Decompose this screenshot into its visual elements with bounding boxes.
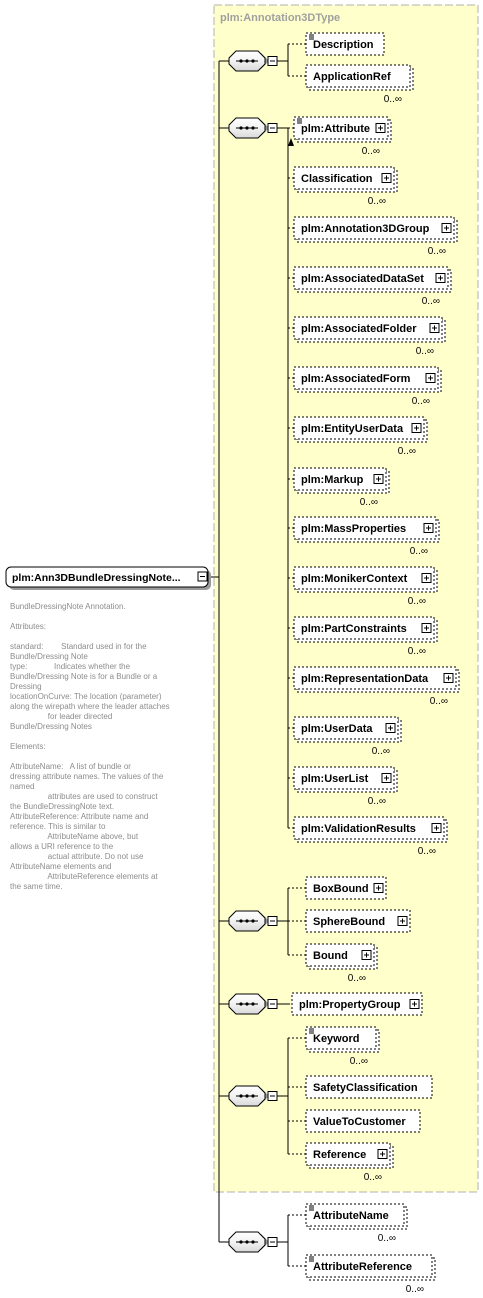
sequence-dot [239,919,242,922]
occurrence-label: 0..∞ [363,1172,382,1183]
element-label: plm:Attribute [301,123,371,135]
documentation-line: along the wirepath where the leader attaches [10,702,170,711]
sequence-dot [245,1002,248,1005]
documentation-line [10,732,170,742]
occurrence-label: 0..∞ [361,146,380,157]
occurrence-label: 0..∞ [427,246,446,257]
element-label: plm:PropertyGroup [299,999,401,1011]
occurrence-label: 0..∞ [407,646,426,657]
documentation-line: the same time. [10,882,63,891]
element-label: plm:RepresentationData [301,673,429,685]
sequence-dot [245,919,248,922]
documentation-line: AttributeReference: Attribute name and [10,812,149,821]
element-label: Classification [301,173,373,185]
documentation-line: Elements: [10,742,46,751]
element-label: plm:UserList [301,773,369,785]
documentation-line: dressing attribute names. The values of the [10,772,164,781]
element-label: plm:PartConstraints [301,623,407,635]
root-collapse-icon[interactable] [198,572,207,581]
occurrence-label: 0..∞ [421,296,440,307]
sequence-dot [251,1240,254,1243]
documentation-line: AttributeReference elements at [10,872,158,881]
element-label: plm:MassProperties [301,523,407,535]
element-label: Description [313,39,374,51]
sequence-dot [251,919,254,922]
sequence-dot [251,126,254,129]
schema-element[interactable] [306,1076,432,1098]
documentation-line [10,632,170,642]
sequence-dot [239,1002,242,1005]
element-label: plm:EntityUserData [301,423,404,435]
schema-element[interactable] [306,910,410,932]
sequence-dot [251,1002,254,1005]
documentation-line: type: Indicates whether the [10,662,131,671]
documentation-line: reference. This is similar to [10,822,106,831]
occurrence-label: 0..∞ [415,346,434,357]
documentation-line: Bundle/Dressing Note is for a Bundle or a [10,672,158,681]
occurrence-label: 0..∞ [383,94,402,105]
sequence-dot [245,1240,248,1243]
documentation-line: AttributeName elements and [10,862,112,871]
schema-element[interactable] [306,1255,435,1295]
element-label: plm:AssociatedFolder [301,323,417,335]
sequence-compositor[interactable] [229,1232,277,1252]
element-label: Bound [313,950,348,962]
element-label: plm:AssociatedDataSet [301,273,424,285]
documentation-line: attributes are used to construct [10,792,158,801]
occurrence-label: 0..∞ [371,746,390,757]
occurrence-label: 0..∞ [409,546,428,557]
documentation-line: AttributeName above, but [10,832,139,841]
documentation-line [10,612,170,622]
occurrence-label: 0..∞ [405,1284,424,1295]
element-label: plm:ValidationResults [301,823,416,835]
sequence-dot [239,126,242,129]
element-label: plm:MonikerContext [301,573,408,585]
documentation-line: Attributes: [10,622,47,631]
element-label: ValueToCustomer [313,1116,406,1128]
documentation-line: BundleDressingNote Annotation. [10,602,126,611]
documentation-line: the BundleDressingNote text. [10,802,115,811]
element-label: AttributeName [313,1210,389,1222]
documentation-line: Bundle/Dressing Note [10,652,88,661]
occurrence-label: 0..∞ [359,497,378,508]
documentation-line [10,752,170,762]
element-label: BoxBound [313,883,369,895]
documentation-line: allows a URI reference to the [10,842,114,851]
occurrence-label: 0..∞ [367,196,386,207]
sequence-dot [251,59,254,62]
documentation-line: actual attribute. Do not use [10,852,144,861]
documentation-line: named [10,782,35,791]
element-label: plm:UserData [301,723,373,735]
documentation-line: locationOnCurve: The location (parameter) [10,692,162,701]
occurrence-label: 0..∞ [411,396,430,407]
documentation-line: standard: Standard used in for the [10,642,147,651]
sequence-dot [245,1094,248,1097]
occurrence-label: 0..∞ [397,446,416,457]
schema-element[interactable] [306,1110,420,1132]
element-label: AttributeReference [313,1261,413,1273]
element-label: plm:Markup [301,474,364,486]
sequence-dot [239,59,242,62]
schema-element[interactable] [306,1204,407,1244]
occurrence-label: 0..∞ [367,796,386,807]
sequence-dot [239,1240,242,1243]
occurrence-label: 0..∞ [429,696,448,707]
schema-element[interactable] [306,877,386,899]
element-label: Keyword [313,1033,360,1045]
element-label: Reference [313,1149,367,1161]
occurrence-label: 0..∞ [417,846,436,857]
documentation-line: for leader directed [10,712,113,721]
element-label: plm:Annotation3DGroup [301,223,430,235]
occurrence-label: 0..∞ [349,1056,368,1067]
root-element[interactable] [6,567,211,590]
element-label: plm:AssociatedForm [301,373,411,385]
occurrence-label: 0..∞ [347,973,366,984]
schema-element[interactable] [306,33,384,55]
type-box-title: plm:Annotation3DType [220,12,341,24]
sequence-dot [245,126,248,129]
root-documentation [10,602,170,892]
element-label: ApplicationRef [313,71,391,83]
sequence-dot [245,59,248,62]
sequence-dot [239,1094,242,1097]
documentation-line: Bundle/Dressing Notes [10,722,92,731]
sequence-dot [251,1094,254,1097]
occurrence-label: 0..∞ [377,1233,396,1244]
schema-element[interactable] [292,993,422,1015]
occurrence-label: 0..∞ [407,596,426,607]
documentation-line: AttributeName: A list of bundle or [10,762,131,771]
element-label: SafetyClassification [313,1082,418,1094]
element-label: SphereBound [313,916,386,928]
root-element-label: plm:Ann3DBundleDressingNote... [12,572,181,584]
documentation-line: Dressing [10,682,42,691]
